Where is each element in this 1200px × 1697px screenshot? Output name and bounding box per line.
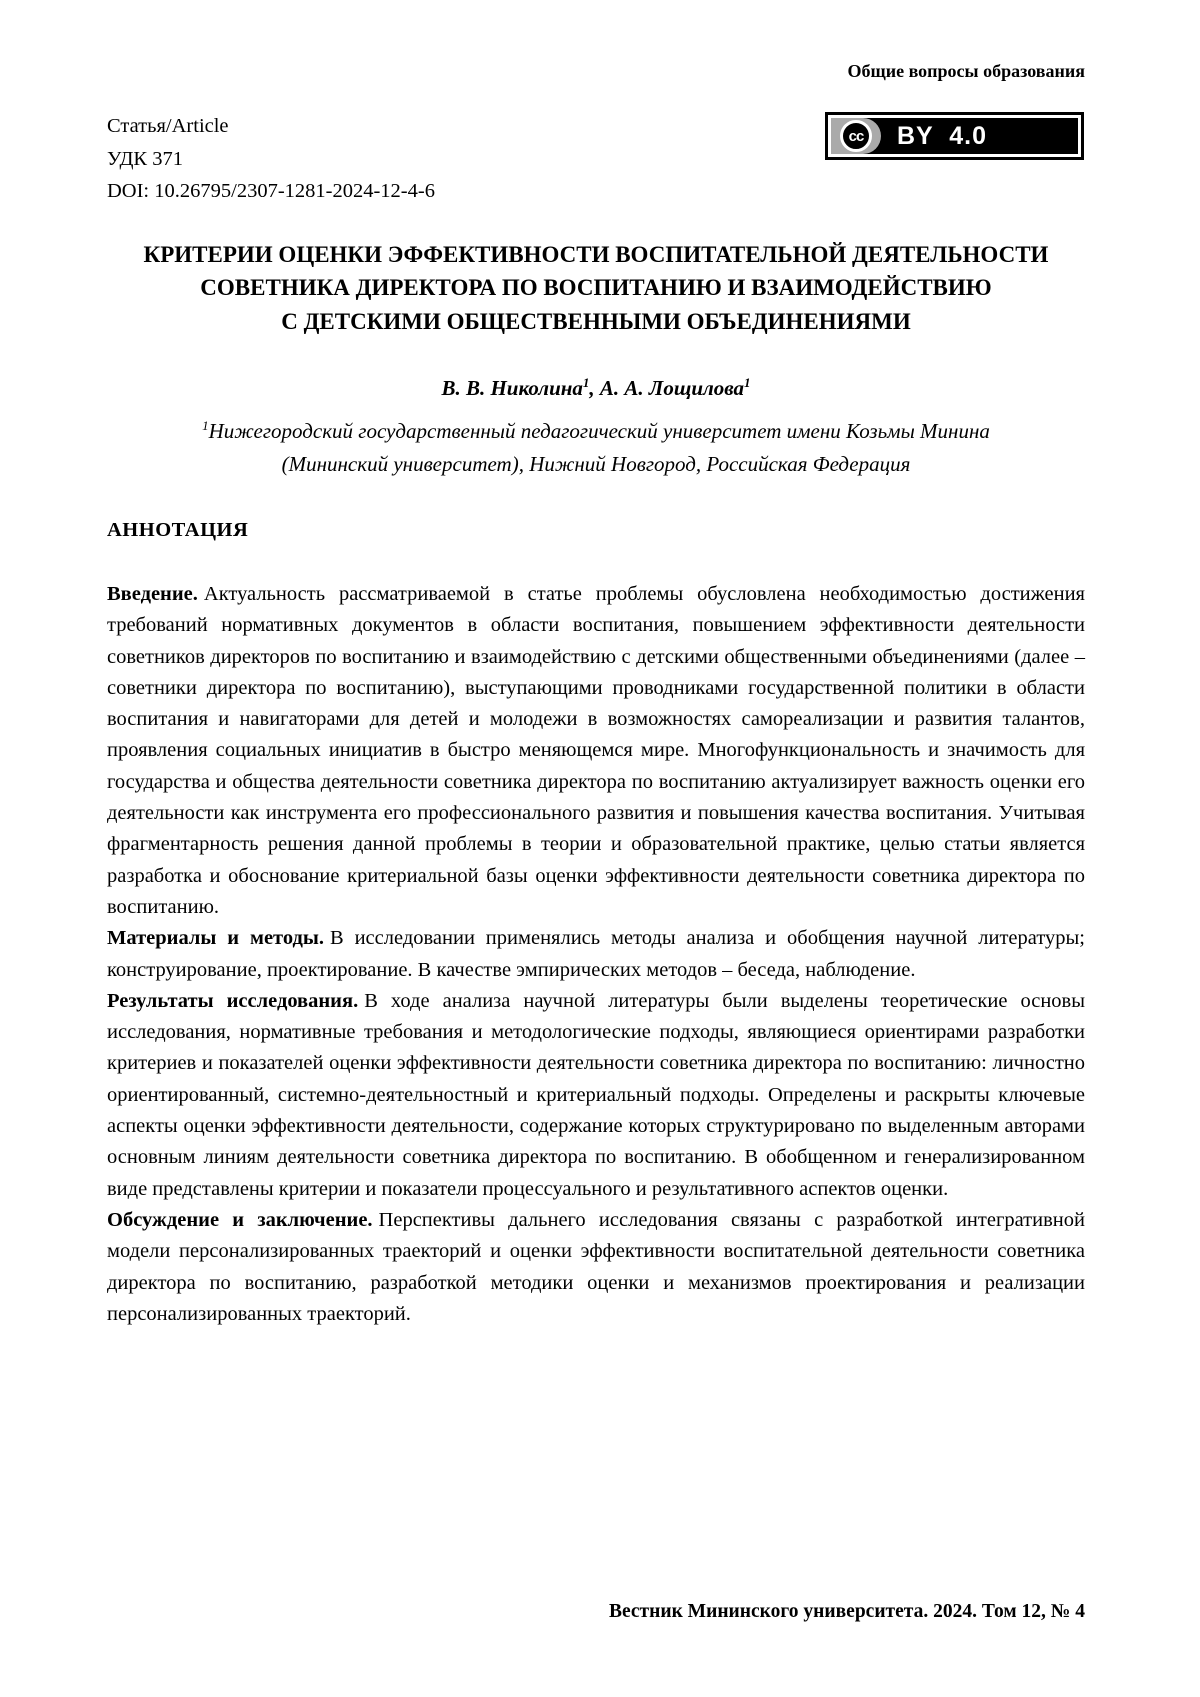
article-title [107,238,1085,339]
footer-journal-info: Вестник Мининского университета. 2024. Том 12, № 4 [608,1601,1085,1622]
abstract-paragraph-materials-methods [107,923,1085,986]
journal-section-header: Общие вопросы образования [847,61,1085,81]
affiliation-institution: Нижегородский государственный педагогический университет имени Козьмы Минина [208,419,990,443]
cc-logo-panel [831,118,881,154]
affiliation [107,409,1085,481]
article-type: Статья/Article [107,115,229,137]
paragraph-text: В ходе анализа научной литературы были выделены теоретические основы исследования, нормативные требования и методологические подходы, являющиеся ориентирами разработки критериев и показателей оценки эффективности деятельности советника директора по воспитанию: личностно ориентированный, системно-деятельностный и критериальный подходы. Определены и раскрыты ключевые аспекты оценки эффективности деятельности, содержание которых структурировано по выделенным авторами основным линиям деятельности советника директора по воспитанию. В обобщенном и генерализированном виде представлены критерии и показатели процессуального и результативного аспектов оценки. [107,989,1085,1200]
cc-icon [840,120,872,152]
author-affiliation-ref-1: 1 [582,375,590,390]
affiliation-line-1 [107,409,1085,448]
author-affiliation-ref-2: 1 [744,375,751,390]
authors-line [107,369,1085,402]
cc-icon-label: cc [848,127,864,145]
paragraph-label: Введение. [107,583,198,605]
abstract-paragraph-introduction [107,579,1085,923]
affiliation-marker: 1 [202,418,209,433]
author-name-1: В. В. Николина [441,376,583,400]
author-name-2: А. А. Лощилова [599,376,745,400]
udk-number: УДК 371 [107,147,183,170]
article-title-line-3: С ДЕТСКИМИ ОБЩЕСТВЕННЫМИ ОБЪЕДИНЕНИЯМИ [281,308,911,334]
article-title-line-1: КРИТЕРИИ ОЦЕНКИ ЭФФЕКТИВНОСТИ ВОСПИТАТЕЛЬНОЙ ДЕЯТЕЛЬНОСТИ [143,241,1049,267]
paragraph-label: Материалы и методы. [107,927,325,950]
paragraph-label: Обсуждение и заключение. [107,1208,373,1231]
paragraph-text: Перспективы дальнего исследования связаны с разработкой интегративной модели персонализированных траекторий и оценки эффективности воспитательной деятельности советника директора по воспитанию, разработкой методики оценки и механизмов проектирования и реализации персонализированных траекторий. [107,1208,1085,1325]
article-title-line-2: СОВЕТНИКА ДИРЕКТОРА ПО ВОСПИТАНИЮ И ВЗАИМОДЕЙСТВИЮ [200,275,992,300]
paragraph-text: Актуальность рассматриваемой в статье проблемы обусловлена необходимостью достижения требований нормативных документов в области воспитания, повышением эффективности деятельности советников директоров по воспитанию и взаимодействию с детскими общественными объединениями (далее – советники директора по воспитанию), выступающими проводниками государственной политики в области воспитания и навигаторами для детей и молодежи в возможностях самореализации и развития талантов, проявления социальных инициатив в быстро меняющемся мире. Многофункциональность и значимость для государства и общества деятельности советника директора по воспитанию актуализирует важность оценки его деятельности как инструмента его профессионального развития и повышения качества воспитания. Учитывая фрагментарность решения данной проблемы в теории и образовательной практике, целью статьи является разработка и обоснование критериальной базы оценки эффективности деятельности советника директора по воспитанию. [107,583,1085,918]
abstract-paragraph-discussion-conclusion [107,1205,1085,1330]
abstract-body [107,579,1085,1330]
abstract-heading: АННОТАЦИЯ [107,519,249,541]
authors-separator: , [589,376,600,400]
cc-by-license-badge[interactable] [825,112,1084,160]
cc-badge-frame [828,115,1081,157]
paragraph-label: Результаты исследования. [107,989,359,1012]
affiliation-line-2: (Мининский университет), Нижний Новгород, Российская Федерация [281,452,911,476]
page-content-column [107,0,1085,1330]
cc-license-label: BY 4.0 [897,121,987,150]
abstract-paragraph-results [107,986,1085,1205]
paragraph-text: В исследовании применялись методы анализа и обобщения научной литературы; конструирование, проектирование. В качестве эмпирических методов – беседа, наблюдение. [107,927,1085,981]
doi: DOI: 10.26795/2307-1281-2024-12-4-6 [107,180,435,202]
